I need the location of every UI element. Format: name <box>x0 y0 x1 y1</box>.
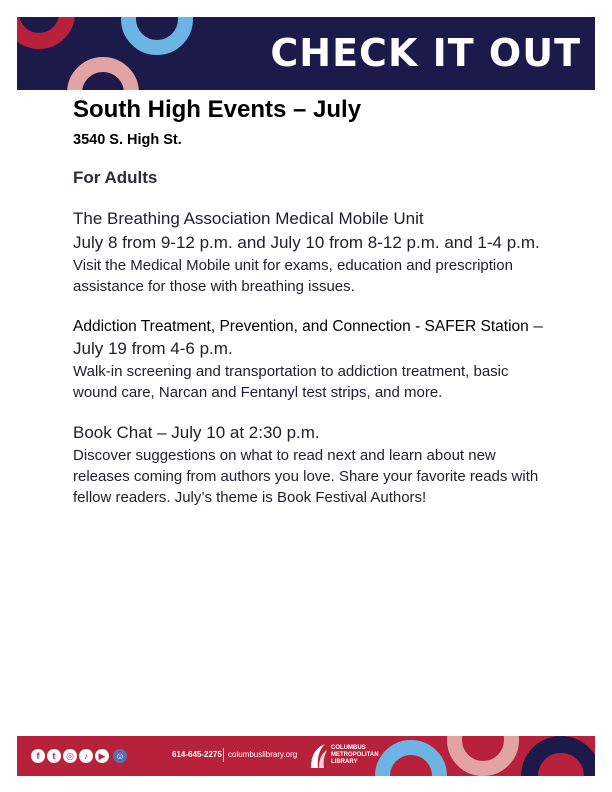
event-safer-station <box>73 315 543 403</box>
decorative-ring-navy <box>521 736 595 776</box>
event-title-line <box>73 315 543 361</box>
event-title: Addiction Treatment, Prevention, and Connection - SAFER Station <box>73 318 529 335</box>
header-banner <box>17 17 595 90</box>
library-logo-icon <box>307 742 329 770</box>
website-link[interactable]: columbuslibrary.org <box>228 750 298 759</box>
event-title: Book Chat – July 10 at 2:30 p.m. <box>73 423 320 442</box>
tiktok-icon[interactable]: ♪ <box>79 749 93 763</box>
decorative-ring-blue <box>121 17 193 55</box>
facebook-icon[interactable]: f <box>31 749 45 763</box>
decorative-ring-pink <box>447 736 519 776</box>
section-heading: For Adults <box>73 168 158 187</box>
banner-title: CHECK IT OUT <box>270 31 581 75</box>
instagram-icon[interactable]: ◎ <box>63 749 77 763</box>
event-description: Walk-in screening and transportation to addiction treatment, basic wound care, Narcan and Fentanyl test strips, and more. <box>73 363 509 401</box>
footer-divider <box>223 748 224 762</box>
decorative-ring-red <box>17 17 75 49</box>
library-name: COLUMBUS METROPOLITAN LIBRARY <box>331 745 379 765</box>
event-title: The Breathing Association Medical Mobile Unit <box>73 209 424 228</box>
main-content <box>73 95 543 508</box>
event-book-chat <box>73 421 543 508</box>
event-description: Visit the Medical Mobile unit for exams, education and prescription assistance for those with breathing issues. <box>73 257 513 295</box>
youtube-icon[interactable]: ▶ <box>95 749 109 763</box>
event-breathing-unit <box>73 207 543 297</box>
footer-banner <box>17 736 595 776</box>
event-date: July 8 from 9-12 p.m. and July 10 from 8-12 p.m. and 1-4 p.m. <box>73 233 540 252</box>
event-description: Discover suggestions on what to read next and learn about new releases coming from authors you love. Share your favorite reads with fellow readers. July’s theme is Book Festival Authors! <box>73 447 539 506</box>
branch-address: 3540 S. High St. <box>73 132 182 148</box>
phone-number[interactable]: 614-645-2275 <box>172 750 222 759</box>
twitter-icon[interactable]: t <box>47 749 61 763</box>
accessibility-icon[interactable]: ☺ <box>113 749 127 763</box>
page-title: South High Events – July <box>73 96 362 123</box>
decorative-ring-pink <box>67 57 139 90</box>
event-date: – July 19 from 4-6 p.m. <box>73 316 543 358</box>
decorative-ring-blue <box>375 740 447 776</box>
